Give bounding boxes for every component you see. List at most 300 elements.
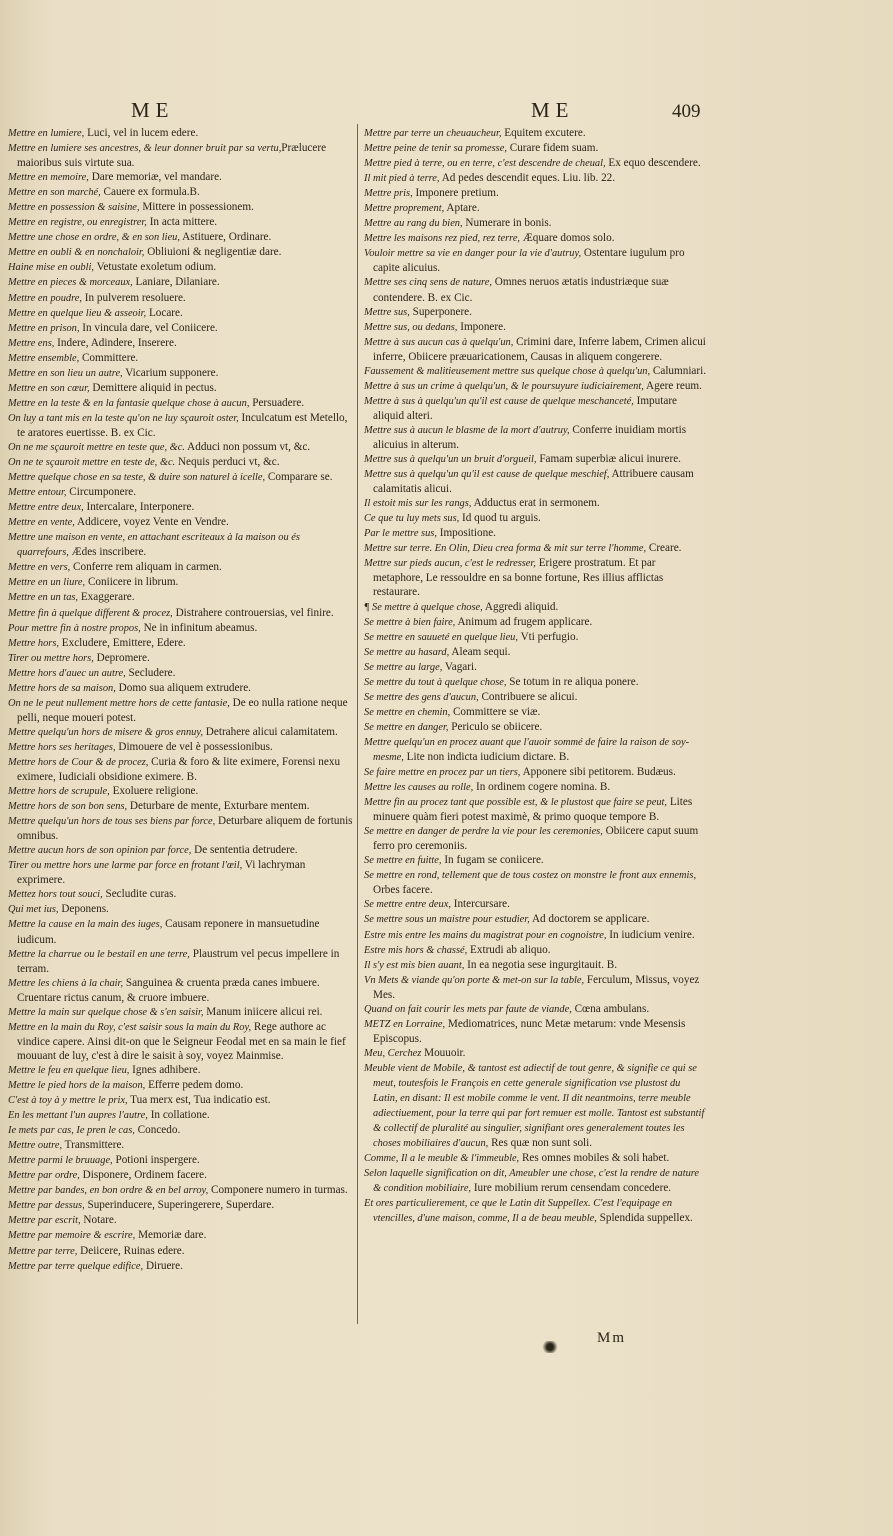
dictionary-entry bbox=[8, 321, 353, 336]
entry-latin: Plaustrum vel pecus impellere in terram. bbox=[17, 947, 340, 975]
column-divider bbox=[357, 124, 358, 1324]
dictionary-entry bbox=[364, 305, 707, 320]
entry-french: Se mettre du tout à quelque chose, bbox=[364, 676, 507, 688]
dictionary-entry bbox=[8, 366, 353, 381]
entry-french: Mettre la main sur quelque chose & s'en saisir, bbox=[8, 1006, 204, 1018]
entry-latin: Dare memoriæ, vel mandare. bbox=[88, 171, 222, 184]
entry-latin: Res omnes mobiles & soli habet. bbox=[519, 1152, 670, 1165]
entry-latin: Se totum in re aliqua ponere. bbox=[506, 675, 639, 688]
entry-latin: Luci, vel in lucem edere. bbox=[84, 127, 199, 139]
entry-french: Se mettre à bien faire, bbox=[364, 616, 456, 628]
entry-latin: Detrahere alicui calamitatem. bbox=[203, 725, 338, 738]
entry-latin: Efferre pedem domo. bbox=[145, 1079, 244, 1091]
entry-latin: Vagari. bbox=[442, 660, 477, 673]
entry-french: Vn Mets & viande qu'on porte & met-on sur la table, bbox=[364, 974, 585, 986]
entry-french: Se mettre entre deux, bbox=[364, 899, 451, 911]
entry-latin: Intercalare, Interponere. bbox=[83, 501, 195, 514]
entry-french: Mettez hors tout souci, bbox=[8, 889, 103, 901]
entry-latin: Periculo se obiicere. bbox=[448, 720, 543, 733]
entry-french: Se mettre en chemin, bbox=[364, 706, 451, 718]
entry-french: Tirer ou mettre hors, bbox=[8, 652, 94, 664]
entry-latin: Curare fidem suam. bbox=[506, 142, 599, 155]
entry-latin: In vincula dare, vel Coniicere. bbox=[79, 321, 218, 334]
dictionary-entry bbox=[8, 515, 353, 530]
dictionary-entry bbox=[364, 1151, 707, 1166]
dictionary-entry bbox=[364, 423, 707, 452]
entry-latin: Ex equo descendere. bbox=[605, 157, 701, 170]
dictionary-entry bbox=[8, 1183, 353, 1198]
entry-french: Mettre les causes au rolle, bbox=[364, 782, 474, 794]
entry-french: Mettre les chiens à la chair, bbox=[8, 977, 124, 989]
dictionary-entry bbox=[364, 496, 707, 511]
entry-latin: Agere reum. bbox=[643, 379, 702, 392]
entry-french: Mettre à sus un crime à quelqu'un, & le poursuyure iudiciairement, bbox=[364, 380, 644, 392]
dictionary-entry bbox=[8, 575, 353, 590]
entry-french: Il s'y est mis bien auant, bbox=[364, 959, 465, 971]
dictionary-entry bbox=[8, 681, 353, 696]
dictionary-entry bbox=[364, 795, 707, 824]
entry-latin: In acta mittere. bbox=[146, 216, 218, 229]
dictionary-entry bbox=[364, 511, 707, 526]
entry-latin: Ignes adhibere. bbox=[129, 1063, 201, 1076]
entry-latin: Laniare, Dilaniare. bbox=[132, 276, 220, 289]
left-column bbox=[8, 126, 353, 1274]
dictionary-entry bbox=[8, 1259, 353, 1274]
dictionary-entry bbox=[364, 868, 707, 897]
entry-latin: Addicere, voyez Vente en Vendre. bbox=[74, 516, 229, 529]
entry-french: On ne te sçauroit mettre en teste de, &c. bbox=[8, 457, 176, 469]
entry-french: Mettre hors de Cour & de procez, bbox=[8, 756, 149, 768]
entry-latin: Aggredi aliquid. bbox=[482, 600, 559, 613]
entry-french: On luy a tant mis en la teste qu'on ne luy sçauroit oster, bbox=[8, 412, 239, 424]
entry-french: Mettre proprement, bbox=[364, 203, 445, 215]
entry-latin: Dimouere de vel è possessionibus. bbox=[115, 740, 273, 753]
entry-french: Pour mettre fin à nostre propos, bbox=[8, 622, 141, 634]
entry-french: Mettre en un liure, bbox=[8, 577, 86, 589]
dictionary-entry bbox=[364, 912, 707, 927]
entry-latin: Obliuioni & negligentiæ dare. bbox=[144, 246, 282, 259]
page-number: 409 bbox=[672, 101, 701, 122]
dictionary-entry bbox=[364, 246, 707, 275]
dictionary-entry bbox=[8, 740, 353, 755]
entry-latin: Deponens. bbox=[58, 903, 109, 916]
entry-latin: Domo sua aliquem extrudere. bbox=[115, 681, 251, 694]
entry-french: Mettre quelqu'un en procez auant que l'auoir sommé de faire la raison de soy-mesme, bbox=[364, 736, 690, 763]
dictionary-entry bbox=[8, 336, 353, 351]
ink-blot bbox=[541, 1341, 559, 1353]
entry-french: Mettre en la teste & en la fantasie quelque chose à aucun, bbox=[8, 397, 250, 409]
dictionary-entry bbox=[8, 621, 353, 636]
dictionary-entry bbox=[8, 1198, 353, 1213]
entry-french: Mettre parmi le bruuage, bbox=[8, 1155, 113, 1167]
entry-latin: Vicarium supponere. bbox=[122, 366, 219, 379]
entry-french: Comme, Il a le meuble & l'immeuble, bbox=[364, 1153, 520, 1165]
dictionary-entry bbox=[364, 958, 707, 973]
dictionary-entry bbox=[364, 1002, 707, 1017]
dictionary-entry bbox=[8, 858, 353, 887]
entry-latin: Persuadere. bbox=[249, 396, 305, 409]
dictionary-entry bbox=[8, 1168, 353, 1183]
entry-latin: Potioni inspergere. bbox=[112, 1154, 200, 1167]
entry-latin: Vetustate exoletum odium. bbox=[94, 261, 217, 274]
entry-french: En les mettant l'un aupres l'autre, bbox=[8, 1110, 148, 1122]
entry-french: Ie mets par cas, Ie pren le cas, bbox=[8, 1125, 135, 1137]
dictionary-entry bbox=[364, 720, 707, 735]
entry-latin: Omnes neruos ætatis industriæque suæ contendere. B. ex Cic. bbox=[373, 276, 669, 304]
entry-latin: Æquare domos solo. bbox=[520, 232, 615, 245]
entry-latin: Adductus erat in sermonem. bbox=[471, 497, 600, 510]
entry-french: Se mettre en rond, tellement que de tous costez on monstre le front aux ennemis, bbox=[364, 870, 697, 882]
entry-latin: Attribuere causam calamitatis alicui. bbox=[373, 468, 694, 496]
dictionary-entry bbox=[364, 364, 707, 379]
entry-french: Mettre en son lieu un autre, bbox=[8, 367, 123, 379]
dictionary-entry bbox=[364, 556, 707, 599]
dictionary-entry bbox=[364, 735, 707, 765]
entry-french: Se mettre en fuitte, bbox=[364, 855, 442, 867]
dictionary-entry bbox=[364, 705, 707, 720]
dictionary-entry bbox=[364, 1196, 707, 1226]
entry-latin: In iudicium venire. bbox=[606, 928, 695, 941]
entry-latin: Ædes inscribere. bbox=[68, 546, 147, 559]
entry-french: Mettre le feu en quelque lieu, bbox=[8, 1064, 130, 1076]
dictionary-entry bbox=[8, 606, 353, 621]
entry-french: Mettre au rang du bien, bbox=[364, 218, 463, 230]
entry-latin: Ne in infinitum abeamus. bbox=[140, 621, 258, 634]
entry-latin: Inculcatum est Metello, te aratores euertisse. B. ex Cic. bbox=[17, 411, 348, 439]
dictionary-entry bbox=[364, 141, 707, 156]
dictionary-entry bbox=[8, 1005, 353, 1020]
entry-latin: Demittere aliquid in pectus. bbox=[89, 381, 217, 394]
dictionary-entry bbox=[8, 1063, 353, 1078]
entry-french: Mettre hors d'auec un autre, bbox=[8, 667, 126, 679]
entry-latin: Committere. bbox=[79, 351, 139, 364]
entry-latin: Astituere, Ordinare. bbox=[179, 231, 272, 244]
entry-latin: Deiicere, Ruinas edere. bbox=[77, 1244, 185, 1257]
entry-french: Mettre par terre quelque edifice, bbox=[8, 1260, 144, 1272]
entry-latin: Exaggerare. bbox=[78, 591, 135, 604]
entry-latin: Erigere prostratum. Et par metaphore, Le ressouldre en sa bonne fortune, Res illius afflictas restaurare. bbox=[373, 557, 664, 599]
entry-french: Mettre une maison en vente, en attachant escriteaux à la maison ou és quarrefours, bbox=[8, 532, 300, 559]
entry-french: Vouloir mettre sa vie en danger pour la vie d'autruy, bbox=[364, 248, 582, 260]
dictionary-entry bbox=[8, 755, 353, 784]
dictionary-entry bbox=[8, 455, 353, 470]
entry-latin: De eo nulla ratione neque pelli, neque moueri potest. bbox=[17, 696, 348, 724]
entry-latin: Mediomatrices, nunc Metæ metarum: vnde Mesensis Episcopus. bbox=[373, 1017, 686, 1045]
dictionary-entry bbox=[364, 394, 707, 423]
entry-latin: Aptare. bbox=[444, 202, 480, 215]
entry-french: Mettre la charrue ou le bestail en une terre, bbox=[8, 948, 190, 960]
dictionary-entry bbox=[8, 275, 353, 290]
entry-french: Se mettre au large, bbox=[364, 661, 443, 673]
entry-latin: Ostentare iugulum pro capite alicuius. bbox=[373, 247, 685, 275]
dictionary-entry bbox=[8, 1153, 353, 1168]
dictionary-entry bbox=[364, 186, 707, 201]
dictionary-entry bbox=[364, 526, 707, 541]
entry-french: Mettre en son marché, bbox=[8, 187, 101, 199]
entry-latin: In fugam se coniicere. bbox=[441, 854, 544, 867]
dictionary-entry bbox=[364, 126, 707, 141]
entry-french: Se mettre en danger, bbox=[364, 721, 449, 733]
entry-french: Mettre hors de sa maison, bbox=[8, 682, 116, 694]
entry-french: Faussement & malitieusement mettre sus quelque chose à quelqu'un, bbox=[364, 365, 651, 377]
entry-french: Estre mis hors & chassé, bbox=[364, 944, 468, 956]
entry-french: Mettre hors ses heritages, bbox=[8, 741, 116, 753]
entry-latin: Secludite curas. bbox=[102, 888, 177, 901]
entry-latin: Res quæ non sunt soli. bbox=[488, 1137, 593, 1150]
entry-french: Mettre entre deux, bbox=[8, 502, 84, 514]
entry-french: Se faire mettre en procez par un tiers, bbox=[364, 767, 521, 779]
entry-latin: Obiicere caput suum ferro pro ceremoniis. bbox=[373, 825, 699, 853]
entry-french: Haine mise en oubli, bbox=[8, 262, 94, 274]
dictionary-entry bbox=[364, 335, 707, 364]
entry-french: Mettre hors de scrupule, bbox=[8, 786, 110, 798]
entry-french: Et ores particulierement, ce que le Latin dit Suppellex. C'est l'equipage en vtencilles, d'une maison, comme, Il a de beau meuble, bbox=[364, 1198, 673, 1225]
dictionary-entry bbox=[8, 843, 353, 858]
entry-french: Mettre en vers, bbox=[8, 562, 71, 574]
entry-latin: Manum iniicere alicui rei. bbox=[203, 1005, 323, 1018]
entry-french: Mettre en lumiere, bbox=[8, 128, 85, 139]
entry-french: Mettre sus, ou dedans, bbox=[364, 321, 458, 333]
dictionary-entry bbox=[364, 379, 707, 394]
entry-french: ¶ Se mettre à quelque chose, bbox=[364, 601, 483, 613]
entry-french: Mettre fin au procez tant que possible est, & le plustost que faire se peut, bbox=[364, 797, 668, 809]
entry-latin: Superponere. bbox=[409, 305, 472, 318]
right-column bbox=[364, 126, 707, 1226]
entry-latin: Iure mobilium rerum censendam concedere. bbox=[471, 1182, 672, 1195]
entry-latin: Orbes facere. bbox=[373, 884, 433, 897]
entry-french: Mettre à sus à quelqu'un qu'il est cause de quelque meschanceté, bbox=[364, 395, 634, 407]
dictionary-entry bbox=[8, 1093, 353, 1108]
entry-latin: Coniicere in librum. bbox=[85, 576, 179, 589]
entry-french: Mettre ens, bbox=[8, 337, 55, 349]
entry-latin: Memoriæ dare. bbox=[135, 1229, 207, 1242]
entry-french: Tirer ou mettre hors une larme par force en frotant l'œil, bbox=[8, 860, 243, 872]
entry-french: Mettre par bandes, en bon ordre & en bel arroy, bbox=[8, 1185, 209, 1197]
entry-latin: Excludere, Emittere, Edere. bbox=[58, 636, 186, 649]
entry-latin: Ad doctorem se applicare. bbox=[529, 913, 650, 926]
entry-french: Se mettre au hasard, bbox=[364, 646, 450, 658]
running-head-left: ME bbox=[131, 98, 175, 122]
dictionary-entry bbox=[8, 215, 353, 230]
entry-french: Mettre fin à quelque different & procez, bbox=[8, 607, 173, 619]
entry-latin: In pulverem resoluere. bbox=[81, 291, 186, 304]
entry-latin: Vi lachryman exprimere. bbox=[17, 859, 306, 887]
dictionary-entry bbox=[364, 216, 707, 231]
dictionary-entry bbox=[8, 917, 353, 946]
entry-french: Mettre par ordre, bbox=[8, 1170, 80, 1182]
entry-latin: Indere, Adindere, Inserere. bbox=[54, 336, 177, 349]
dictionary-entry bbox=[8, 381, 353, 396]
dictionary-entry bbox=[364, 660, 707, 675]
dictionary-entry bbox=[8, 230, 353, 245]
entry-latin: Adduci non possum vt, &c. bbox=[184, 440, 311, 453]
entry-french: Mettre par terre, bbox=[8, 1245, 78, 1257]
dictionary-entry bbox=[8, 351, 353, 366]
entry-french: Ce que tu luy mets sus, bbox=[364, 513, 460, 525]
dictionary-entry bbox=[8, 485, 353, 500]
dictionary-entry bbox=[8, 440, 353, 455]
entry-french: Mettre une chose en ordre, & en son lieu, bbox=[8, 232, 180, 244]
entry-french: Mettre entour, bbox=[8, 487, 67, 499]
dictionary-entry bbox=[8, 170, 353, 185]
entry-french: Il estoit mis sur les rangs, bbox=[364, 498, 472, 510]
entry-latin: Imponere pretium. bbox=[412, 187, 499, 200]
entry-latin: Tua merx est, Tua indicatio est. bbox=[127, 1094, 271, 1107]
entry-french: Mettre en un tas, bbox=[8, 592, 79, 604]
dictionary-entry bbox=[364, 765, 707, 780]
dictionary-entry bbox=[364, 467, 707, 496]
dictionary-entry bbox=[8, 260, 353, 275]
entry-latin: Id quod tu arguis. bbox=[459, 512, 541, 525]
entry-french: Mettre ensemble, bbox=[8, 352, 80, 364]
entry-latin: Famam superbiæ alicui inurere. bbox=[536, 453, 681, 466]
entry-latin: Contribuere se alicui. bbox=[478, 690, 578, 703]
dictionary-entry bbox=[364, 630, 707, 645]
entry-french: Mettre par escrit, bbox=[8, 1215, 81, 1227]
entry-french: On ne le peut nullement mettre hors de cette fantasie, bbox=[8, 697, 230, 709]
entry-latin: Diruere. bbox=[143, 1259, 183, 1272]
dictionary-entry bbox=[8, 636, 353, 651]
entry-latin: De sententia detrudere. bbox=[191, 844, 298, 857]
entry-latin: Depromere. bbox=[93, 651, 150, 664]
dictionary-entry bbox=[364, 897, 707, 912]
entry-french: Mettre quelqu'un hors de misere & gros ennuy, bbox=[8, 726, 203, 738]
dictionary-entry bbox=[8, 185, 353, 200]
entry-latin: In collatione. bbox=[147, 1109, 210, 1122]
dictionary-entry bbox=[8, 1123, 353, 1138]
entry-french: Meuble vient de Mobile, & tantost est adiectif de tout genre, & signifie ce qui se meut, toutesfois le François en cette generale signification vse plustost du Latin, en disant: Il est mobile comme le vent. Il dit neantmoins, terre meuble adiectiuement, pour la terre qui par fort remuer est molle. Tantost est substantif & collectif de pluralité au singulier, signifiant ores generalement toutes les choses mobiliaires d'aucun, bbox=[364, 1062, 705, 1150]
entry-latin: Concedo. bbox=[134, 1124, 181, 1137]
dictionary-entry bbox=[8, 396, 353, 411]
dictionary-entry bbox=[364, 201, 707, 216]
entry-french: Mettre en possession & saisine, bbox=[8, 202, 140, 214]
entry-french: Se mettre en danger de perdre la vie pour les ceremonies, bbox=[364, 826, 603, 838]
entry-french: Mettre peine de tenir sa promesse, bbox=[364, 143, 507, 155]
entry-latin: Cœna ambulans. bbox=[571, 1002, 650, 1015]
entry-french: Mettre en lumiere ses ancestres, & leur donner bruit par sa vertu, bbox=[8, 143, 282, 155]
entry-latin: Sanguinea & cruenta præda canes imbuere. Cruentare rictus canum, & cruore imbuere. bbox=[17, 976, 320, 1004]
entry-french: Quand on fait courir les mets par faute de viande, bbox=[364, 1003, 572, 1015]
entry-french: Qui met ius, bbox=[8, 904, 59, 916]
entry-french: Mettre aucun hors de son opinion par force, bbox=[8, 845, 192, 857]
entry-french: Mettre à sus aucun cas à quelqu'un, bbox=[364, 336, 514, 348]
dictionary-entry bbox=[8, 976, 353, 1005]
entry-french: Mettre quelque chose en sa teste, & duire son naturel à icelle, bbox=[8, 472, 266, 484]
dictionary-entry bbox=[8, 306, 353, 321]
dictionary-entry bbox=[8, 500, 353, 515]
entry-latin: Vti perfugio. bbox=[517, 630, 579, 643]
entry-french: Se mettre en sauueté en quelque lieu, bbox=[364, 631, 518, 643]
entry-latin: Cauere ex formula.B. bbox=[100, 186, 200, 199]
entry-latin: Notare. bbox=[80, 1214, 117, 1227]
dictionary-entry bbox=[364, 231, 707, 246]
entry-french: Mettre en pieces & morceaux, bbox=[8, 277, 133, 289]
entry-french: Mettre sus à quelqu'un qu'il est cause de quelque meschief, bbox=[364, 469, 610, 481]
dictionary-entry bbox=[8, 1213, 353, 1228]
entry-french: Mettre en prison, bbox=[8, 322, 80, 334]
dictionary-entry bbox=[8, 411, 353, 440]
entry-french: Mettre en oubli & en nonchaloir, bbox=[8, 247, 145, 259]
dictionary-entry bbox=[364, 1166, 707, 1196]
entry-latin: Curia & foro & lite eximere, Forensi nexu eximere, Iudiciali obsidione eximere. B. bbox=[17, 755, 341, 784]
entry-french: C'est à toy à y mettre le prix, bbox=[8, 1095, 128, 1107]
dictionary-entry bbox=[364, 943, 707, 958]
dictionary-entry bbox=[8, 291, 353, 306]
entry-latin: Prælucere maioribus suis virtute sua. bbox=[17, 142, 327, 170]
dictionary-entry bbox=[8, 245, 353, 260]
entry-latin: Mouuoir. bbox=[421, 1046, 466, 1059]
dictionary-entry bbox=[8, 126, 353, 141]
dictionary-entry bbox=[364, 853, 707, 868]
dictionary-entry bbox=[8, 1020, 353, 1063]
dictionary-entry bbox=[8, 1228, 353, 1243]
dictionary-entry bbox=[364, 645, 707, 660]
entry-latin: Ad pedes descendit eques. Liu. lib. 22. bbox=[439, 172, 616, 185]
dictionary-entry bbox=[364, 824, 707, 853]
entry-french: Mettre par dessus, bbox=[8, 1200, 85, 1212]
entry-french: Mettre en la main du Roy, c'est saisir sous la main du Roy, bbox=[8, 1021, 252, 1033]
entry-latin: Lites minuere quàm fieri potest maximè, & primo quoque tempore B. bbox=[373, 796, 693, 824]
entry-latin: Mittere in possessionem. bbox=[139, 201, 254, 214]
entry-latin: Superinducere, Superingerere, Superdare. bbox=[84, 1199, 275, 1212]
dictionary-entry bbox=[364, 320, 707, 335]
entry-french: Mettre en poudre, bbox=[8, 292, 82, 304]
dictionary-entry bbox=[8, 784, 353, 799]
entry-french: Estre mis entre les mains du magistrat pour en cognoistre, bbox=[364, 929, 607, 941]
entry-french: Mettre les maisons rez pied, rez terre, bbox=[364, 233, 521, 245]
entry-latin: Creare. bbox=[646, 542, 682, 555]
dictionary-entry bbox=[8, 666, 353, 681]
dictionary-entry bbox=[8, 902, 353, 917]
dictionary-entry bbox=[364, 156, 707, 171]
entry-french: Mettre sur pieds aucun, c'est le redresser, bbox=[364, 558, 536, 570]
dictionary-entry bbox=[364, 275, 707, 304]
dictionary-entry bbox=[8, 799, 353, 814]
entry-latin: Aleam sequi. bbox=[449, 645, 511, 658]
dictionary-entry bbox=[364, 1061, 707, 1151]
dictionary-entry bbox=[8, 947, 353, 976]
entry-latin: Crimini dare, Inferre labem, Crimen alicui inferre, Obiicere præuaricationem, Causas in aliquem congerere. bbox=[373, 335, 706, 363]
entry-latin: Secludere. bbox=[125, 666, 176, 679]
entry-latin: In ea negotia sese ingurgitauit. B. bbox=[464, 958, 618, 971]
entry-latin: Imponere. bbox=[457, 320, 506, 333]
dictionary-entry bbox=[8, 725, 353, 740]
dictionary-entry bbox=[8, 141, 353, 170]
entry-french: Il mit pied à terre, bbox=[364, 173, 440, 185]
dictionary-entry bbox=[8, 1108, 353, 1123]
entry-latin: Lite non indicta iudicium dictare. B. bbox=[403, 750, 570, 763]
dictionary-entry bbox=[364, 973, 707, 1002]
entry-french: Mettre sus à aucun le blasme de la mort d'autruy, bbox=[364, 424, 570, 436]
entry-french: Se mettre des gens d'aucun, bbox=[364, 691, 479, 703]
entry-latin: Apponere sibi petitorem. Budæus. bbox=[520, 766, 676, 779]
running-head-right: ME bbox=[531, 98, 575, 122]
dictionary-entry bbox=[8, 887, 353, 902]
dictionary-entry bbox=[8, 1078, 353, 1093]
dictionary-entry bbox=[8, 470, 353, 485]
entry-latin: Impositione. bbox=[436, 527, 496, 540]
entry-latin: Intercursare. bbox=[450, 898, 510, 911]
dictionary-entry bbox=[364, 928, 707, 943]
entry-latin: Ferculum, Missus, voyez Mes. bbox=[373, 973, 700, 1001]
entry-latin: Deturbare aliquem de fortunis omnibus. bbox=[17, 815, 353, 843]
entry-french: Mettre en quelque lieu & asseoir, bbox=[8, 307, 147, 319]
entry-latin: Extrudi ab aliquo. bbox=[467, 943, 551, 956]
entry-french: Mettre par terre un cheuaucheur, bbox=[364, 128, 502, 139]
entry-latin: Calumniari. bbox=[650, 364, 707, 377]
dictionary-entry bbox=[8, 560, 353, 575]
entry-french: Mettre en registre, ou enregistrer, bbox=[8, 217, 147, 229]
